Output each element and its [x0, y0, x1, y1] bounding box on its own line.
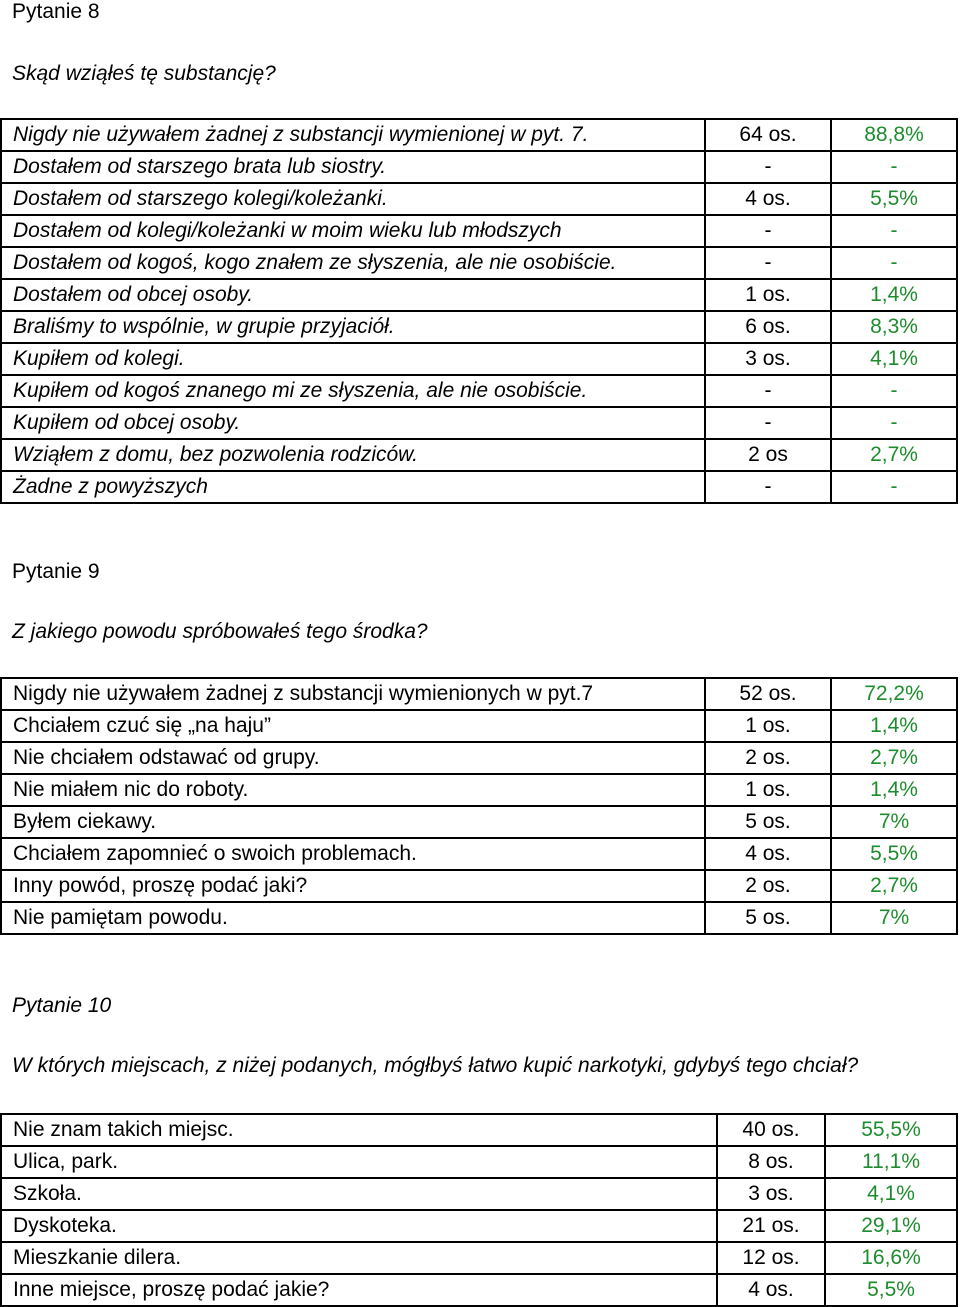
answer-label: Nigdy nie używałem żadnej z substancji wymienionych w pyt.7	[1, 678, 705, 710]
answer-count: 5 os.	[705, 902, 831, 934]
answer-percent: -	[831, 407, 957, 439]
answer-percent: 16,6%	[825, 1242, 957, 1274]
table-row	[1, 1114, 957, 1146]
answer-percent: 4,1%	[825, 1178, 957, 1210]
answers-table-8	[0, 118, 958, 504]
answer-count: 52 os.	[705, 678, 831, 710]
answer-percent: -	[831, 151, 957, 183]
answer-count: 1 os.	[705, 279, 831, 311]
answer-percent: 7%	[831, 902, 957, 934]
answer-percent: 1,4%	[831, 279, 957, 311]
answer-percent: 11,1%	[825, 1146, 957, 1178]
answer-percent: 2,7%	[831, 870, 957, 902]
answer-count: -	[705, 375, 831, 407]
table-row	[1, 279, 957, 311]
answers-table-10	[0, 1113, 958, 1307]
answer-percent: 88,8%	[831, 119, 957, 151]
answer-count: 1 os.	[705, 774, 831, 806]
answer-label: Nie miałem nic do roboty.	[1, 774, 705, 806]
answer-percent: -	[831, 247, 957, 279]
answer-label: Nie pamiętam powodu.	[1, 902, 705, 934]
table-row	[1, 375, 957, 407]
answer-label: Ulica, park.	[1, 1146, 717, 1178]
answer-label: Kupiłem od kogoś znanego mi ze słyszenia, ale nie osobiście.	[1, 375, 705, 407]
table-row	[1, 311, 957, 343]
answer-count: -	[705, 151, 831, 183]
answer-label: Braliśmy to wspólnie, w grupie przyjaciół.	[1, 311, 705, 343]
answer-percent: 2,7%	[831, 742, 957, 774]
answer-count: -	[705, 247, 831, 279]
answer-label: Dostałem od kogoś, kogo znałem ze słyszenia, ale nie osobiście.	[1, 247, 705, 279]
answer-label: Dostałem od starszego kolegi/koleżanki.	[1, 183, 705, 215]
answer-percent: 55,5%	[825, 1114, 957, 1146]
answer-count: 8 os.	[717, 1146, 825, 1178]
answer-count: 6 os.	[705, 311, 831, 343]
answer-count: 40 os.	[717, 1114, 825, 1146]
section-heading-pytanie-10: Pytanie 10	[12, 994, 112, 1017]
answer-label: Szkoła.	[1, 1178, 717, 1210]
table-row	[1, 1210, 957, 1242]
answer-label: Dostałem od obcej osoby.	[1, 279, 705, 311]
answer-count: 1 os.	[705, 710, 831, 742]
answer-count: 5 os.	[705, 806, 831, 838]
answer-count: 2 os.	[705, 742, 831, 774]
answer-label: Dyskoteka.	[1, 1210, 717, 1242]
answer-label: Byłem ciekawy.	[1, 806, 705, 838]
table-row	[1, 215, 957, 247]
answer-label: Nie chciałem odstawać od grupy.	[1, 742, 705, 774]
table-row	[1, 902, 957, 934]
table-row	[1, 1274, 957, 1306]
answer-percent: -	[831, 375, 957, 407]
table-row	[1, 343, 957, 375]
answer-count: 2 os	[705, 439, 831, 471]
answer-count: 64 os.	[705, 119, 831, 151]
answer-count: 12 os.	[717, 1242, 825, 1274]
answer-count: -	[705, 407, 831, 439]
table-row	[1, 1178, 957, 1210]
answer-label: Chciałem zapomnieć o swoich problemach.	[1, 838, 705, 870]
answer-count: 4 os.	[717, 1274, 825, 1306]
answer-label: Chciałem czuć się „na haju”	[1, 710, 705, 742]
answer-percent: -	[831, 215, 957, 247]
table-row	[1, 710, 957, 742]
answer-percent: 29,1%	[825, 1210, 957, 1242]
table-row	[1, 407, 957, 439]
answer-percent: 7%	[831, 806, 957, 838]
question-text-8: Skąd wziąłeś tę substancję?	[12, 62, 276, 85]
answer-count: 21 os.	[717, 1210, 825, 1242]
answer-label: Wziąłem z domu, bez pozwolenia rodziców.	[1, 439, 705, 471]
answer-label: Kupiłem od obcej osoby.	[1, 407, 705, 439]
table-row	[1, 1242, 957, 1274]
answer-count: 4 os.	[705, 183, 831, 215]
answer-percent: 72,2%	[831, 678, 957, 710]
table-row	[1, 119, 957, 151]
answer-label: Mieszkanie dilera.	[1, 1242, 717, 1274]
answer-count: 4 os.	[705, 838, 831, 870]
answer-percent: 5,5%	[825, 1274, 957, 1306]
table-row	[1, 247, 957, 279]
answer-count: -	[705, 471, 831, 503]
table-row	[1, 678, 957, 710]
answers-table-9	[0, 677, 958, 935]
answer-label: Inne miejsce, proszę podać jakie?	[1, 1274, 717, 1306]
table-row	[1, 806, 957, 838]
answer-percent: 1,4%	[831, 774, 957, 806]
answer-percent: 4,1%	[831, 343, 957, 375]
answer-label: Kupiłem od kolegi.	[1, 343, 705, 375]
table-row	[1, 870, 957, 902]
section-heading-pytanie-9: Pytanie 9	[12, 560, 100, 583]
answer-percent: 8,3%	[831, 311, 957, 343]
answer-percent: 5,5%	[831, 183, 957, 215]
answer-count: 3 os.	[717, 1178, 825, 1210]
answer-percent: 2,7%	[831, 439, 957, 471]
table-row	[1, 838, 957, 870]
table-row	[1, 439, 957, 471]
answer-label: Nigdy nie używałem żadnej z substancji wymienionej w pyt. 7.	[1, 119, 705, 151]
answer-label: Dostałem od kolegi/koleżanki w moim wieku lub młodszych	[1, 215, 705, 247]
answer-label: Dostałem od starszego brata lub siostry.	[1, 151, 705, 183]
answer-count: 3 os.	[705, 343, 831, 375]
question-text-9: Z jakiego powodu spróbowałeś tego środka?	[12, 620, 428, 643]
answer-count: -	[705, 215, 831, 247]
answer-label: Nie znam takich miejsc.	[1, 1114, 717, 1146]
section-heading-pytanie-8: Pytanie 8	[12, 0, 100, 23]
answer-label: Żadne z powyższych	[1, 471, 705, 503]
answer-percent: 5,5%	[831, 838, 957, 870]
table-row	[1, 471, 957, 503]
table-row	[1, 183, 957, 215]
answer-percent: -	[831, 471, 957, 503]
question-text-10: W których miejscach, z niżej podanych, mógłbyś łatwo kupić narkotyki, gdybyś tego chciał?	[12, 1054, 859, 1077]
table-row	[1, 1146, 957, 1178]
table-row	[1, 742, 957, 774]
table-row	[1, 774, 957, 806]
answer-label: Inny powód, proszę podać jaki?	[1, 870, 705, 902]
table-row	[1, 151, 957, 183]
answer-percent: 1,4%	[831, 710, 957, 742]
answer-count: 2 os.	[705, 870, 831, 902]
